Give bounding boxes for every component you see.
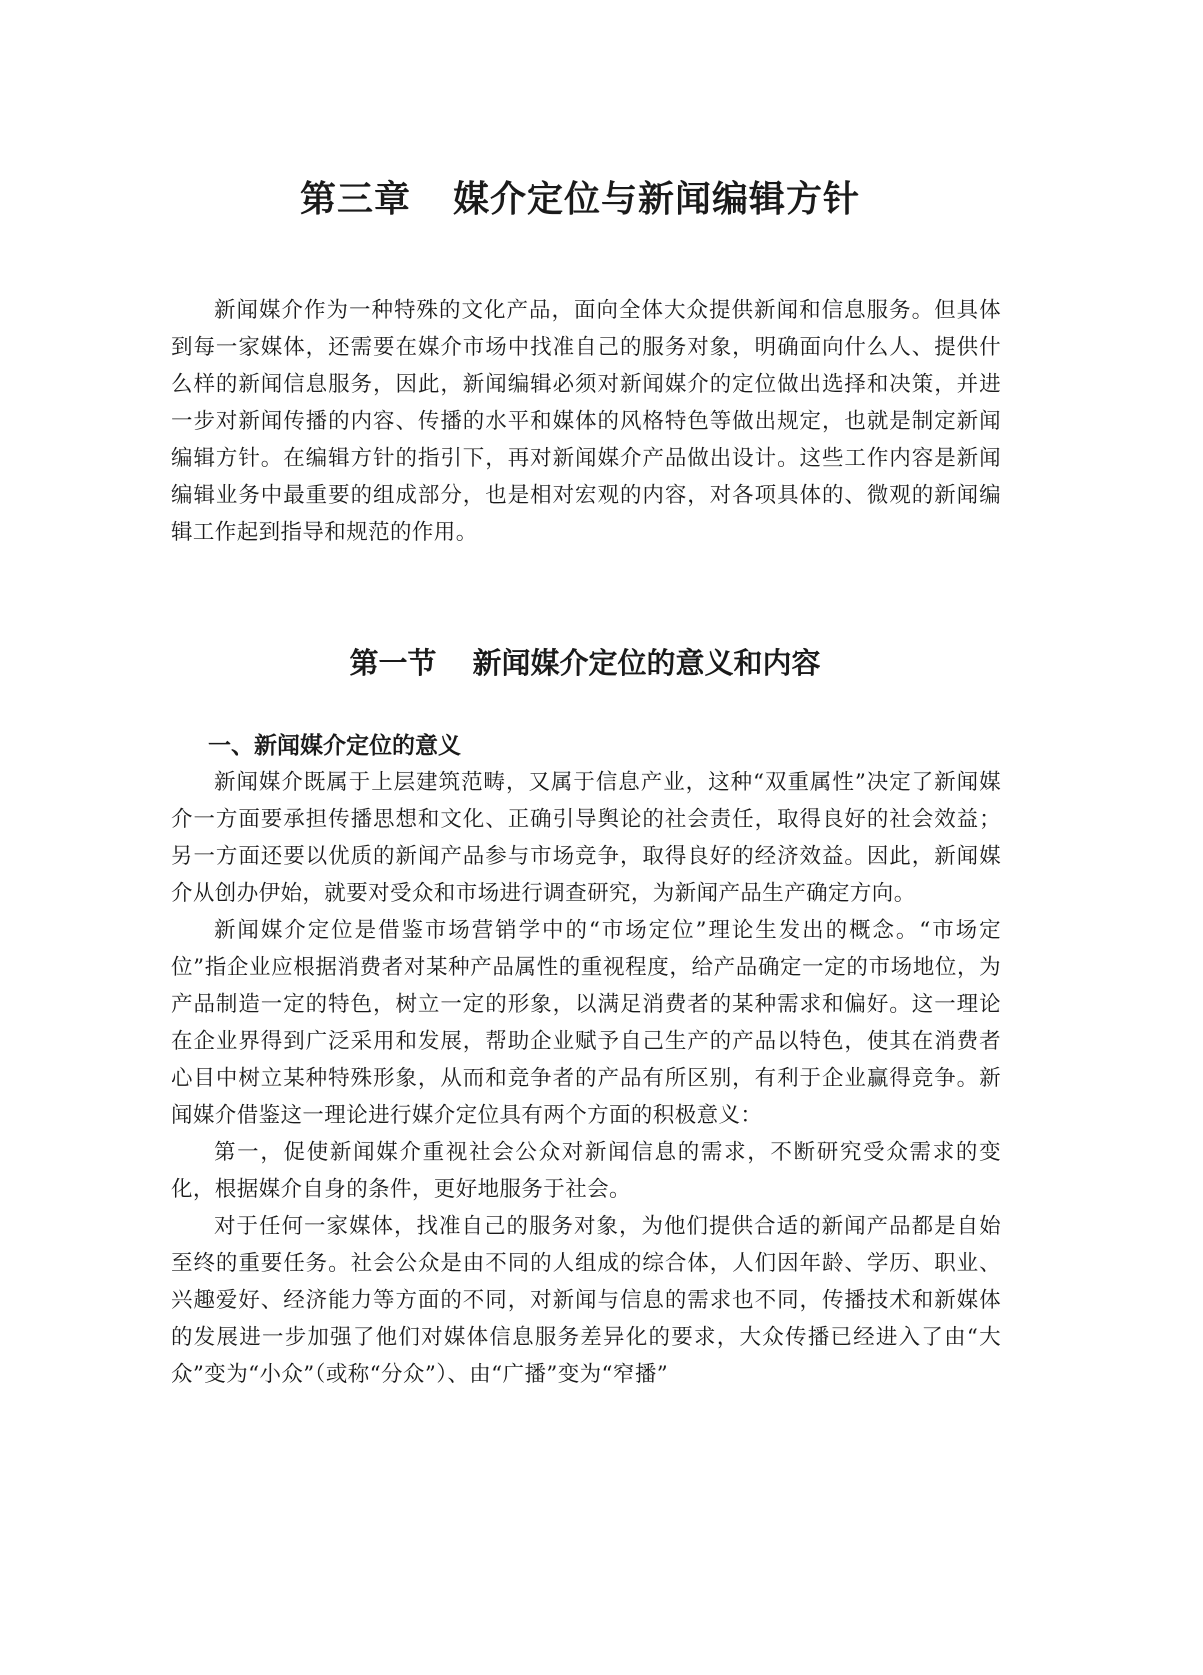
intro-paragraph: 新闻媒介作为一种特殊的文化产品，面向全体大众提供新闻和信息服务。但具体到每一家媒体，还需要在媒介市场中找准自己的服务对象，明确面向什么人、提供什么样的新闻信息服务，因此，新闻编辑必须对新闻媒介的定位做出选择和决策，并进一步对新闻传播的内容、传播的水平和媒体的风格特色等做出规定，也就是制定新闻编辑方针。在编辑方针的指引下，再对新闻媒介产品做出设计。这些工作内容是新闻编辑业务中最重要的组成部分，也是相对宏观的内容，对各项具体的、微观的新闻编辑工作起到指导和规范的作用。	[171, 298, 1001, 545]
chapter-title	[0, 176, 1160, 224]
body-paragraph: 对于任何一家媒体，找准自己的服务对象，为他们提供合适的新闻产品都是自始至终的重要任务。社会公众是由不同的人组成的综合体，人们因年龄、学历、职业、兴趣爱好、经济能力等方面的不同，对新闻与信息的需求也不同，传播技术和新媒体的发展进一步加强了他们对媒体信息服务差异化的要求，大众传播已经进入了由“大众”变为“小众”（或称“分众”）、由“广播”变为“窄播”	[171, 1214, 1001, 1387]
chapter-number: 第三章	[299, 179, 411, 220]
intro-section	[171, 292, 1001, 551]
subsection-title: 一、新闻媒介定位的意义	[208, 733, 461, 759]
body-text	[171, 764, 1001, 1393]
section-name: 新闻媒介定位的意义和内容	[472, 646, 821, 680]
body-paragraph: 新闻媒介既属于上层建筑范畴，又属于信息产业，这种“双重属性”决定了新闻媒介一方面要承担传播思想和文化、正确引导舆论的社会责任，取得良好的社会效益；另一方面还要以优质的新闻产品参与市场竞争，取得良好的经济效益。因此，新闻媒介从创办伊始，就要对受众和市场进行调查研究，为新闻产品生产确定方向。	[171, 770, 1001, 906]
chapter-name: 媒介定位与新闻编辑方针	[453, 179, 861, 220]
section-number: 第一节	[349, 646, 437, 680]
body-paragraph: 第一，促使新闻媒介重视社会公众对新闻信息的需求，不断研究受众需求的变化，根据媒介自身的条件，更好地服务于社会。	[171, 1140, 1001, 1202]
body-paragraph: 新闻媒介定位是借鉴市场营销学中的“市场定位”理论生发出的概念。“市场定位”指企业应根据消费者对某种产品属性的重视程度，给产品确定一定的市场地位，为产品制造一定的特色，树立一定的形象，以满足消费者的某种需求和偏好。这一理论在企业界得到广泛采用和发展，帮助企业赋予自己生产的产品以特色，使其在消费者心目中树立某种特殊形象，从而和竞争者的产品有所区别，有利于企业赢得竞争。新闻媒介借鉴这一理论进行媒介定位具有两个方面的积极意义：	[171, 918, 1001, 1128]
section-title	[0, 643, 1170, 683]
